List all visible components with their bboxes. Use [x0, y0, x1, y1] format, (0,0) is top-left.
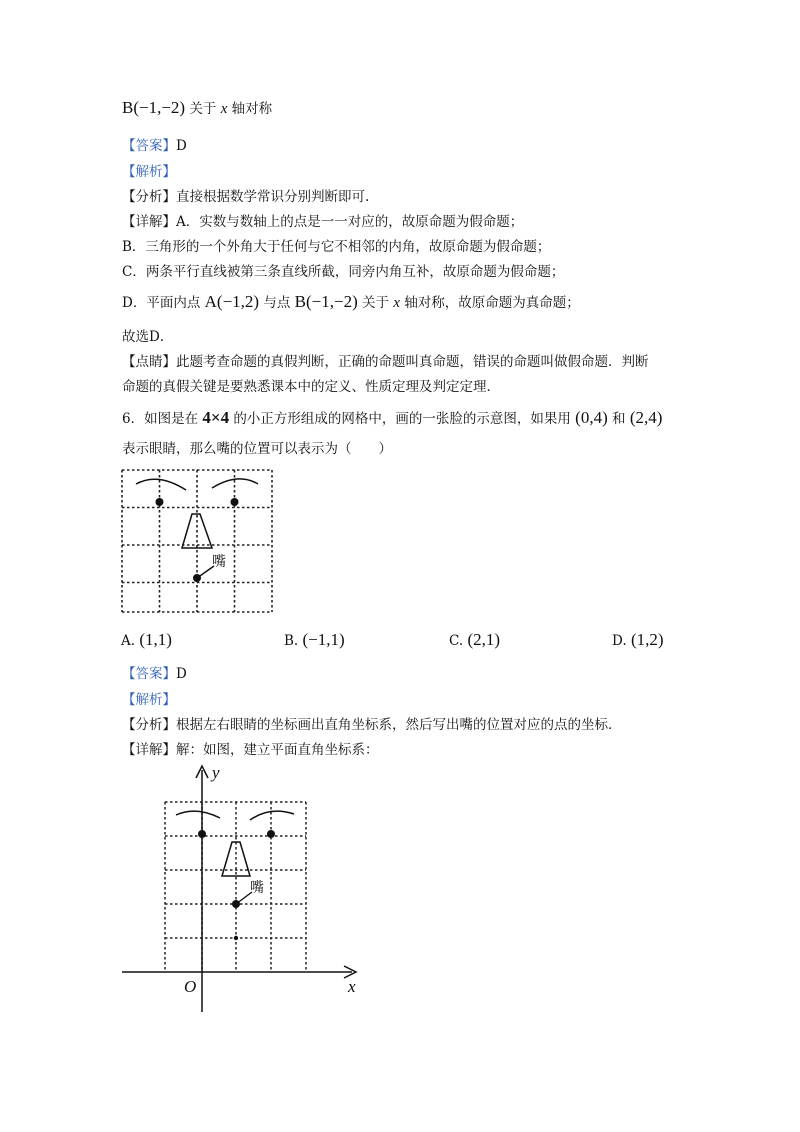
text-axis-symmetric: 轴对称 — [231, 101, 273, 117]
top-continuation-line — [122, 98, 272, 119]
line-d-mid: 与点 — [263, 295, 291, 311]
line-d-axis-variable: x — [393, 295, 401, 311]
q6-xiangjie-text: 解：如图，建立平面直角坐标系： — [176, 742, 379, 758]
q5-xiangjie-line — [122, 212, 523, 232]
fenxi-tag: 【分析】 — [122, 189, 176, 205]
line-d-prefix: D．平面内点 — [122, 295, 201, 311]
option-b — [284, 628, 345, 653]
eye-left-coordinate: (0,4) — [575, 408, 608, 427]
right-eye-dot — [231, 498, 239, 506]
point-b-expression-2: B(−1,−2) — [294, 292, 358, 311]
q5-choose: 故选D． — [122, 329, 174, 345]
origin-label: O — [184, 977, 197, 996]
q5-line-b: B．三角形的一个外角大于任何与它不相邻的内角，故原命题为假命题； — [122, 239, 551, 255]
axis-variable: x — [220, 101, 228, 117]
y-axis-label: y — [212, 763, 220, 782]
right-eyebrow-2 — [250, 811, 294, 820]
left-eye-dot-2 — [198, 830, 206, 838]
line-d-suffix: 轴对称，故原命题为真命题； — [404, 295, 580, 311]
answer-tag: 【答案】 — [122, 138, 176, 154]
dianjing-tag: 【点睛】 — [122, 354, 176, 370]
q6-answer-value: D — [176, 666, 187, 682]
q6-fenxi-tag: 【分析】 — [122, 717, 176, 733]
q6-analysis-tag: 【解析】 — [122, 692, 176, 708]
option-a-letter: A. — [121, 633, 136, 649]
q5-analysis-tag: 【解析】 — [122, 164, 176, 180]
dianjing-text-1: 此题考查命题的真假判断，正确的命题叫真命题，错误的命题叫做假命题．判断 — [176, 354, 649, 370]
line-d-about: 关于 — [362, 295, 390, 311]
dashed-grid-2 — [165, 802, 306, 972]
option-b-letter: B. — [284, 633, 299, 649]
q6-xiangjie-line — [122, 740, 379, 760]
point-a-expression: A(−1,2) — [204, 292, 260, 311]
face-grid-figure — [118, 466, 278, 616]
right-eye-dot-2 — [267, 830, 275, 838]
q6-stem-line-2: 表示眼睛，那么嘴的位置可以表示为（ ） — [122, 441, 392, 457]
option-a — [121, 628, 172, 653]
grid-size-expression: 4×4 — [202, 408, 230, 427]
small-dot — [234, 936, 238, 940]
xiangjie-tag: 【详解】 — [122, 214, 176, 230]
q6-fenxi-line — [122, 715, 622, 735]
mouth-label: 嘴 — [212, 554, 226, 570]
option-c-value: (2,1) — [467, 630, 501, 649]
answer-value: D — [176, 138, 187, 154]
q5-fenxi-line — [122, 187, 369, 207]
eye-right-coordinate: (2,4) — [629, 408, 663, 427]
q6-answer-line — [122, 664, 187, 684]
point-b-expression: B(−1,−2) — [122, 98, 186, 117]
xiangjie-a: A．实数与数轴上的点是一一对应的，故原命题为假命题； — [176, 214, 524, 230]
mouth-label-2: 嘴 — [250, 880, 264, 896]
option-b-value: (−1,1) — [302, 630, 345, 649]
fenxi-text: 直接根据数学常识分别判断即可. — [176, 189, 370, 205]
q6-stem-mid: 的小正方形组成的网格中，画的一张脸的示意图，如果用 — [233, 411, 571, 427]
left-eye-dot — [156, 498, 164, 506]
q5-dianjing-line-1 — [122, 352, 649, 372]
q5-line-c: C．两条平行直线被第三条直线所截，同旁内角互补，故原命题为假命题； — [122, 264, 565, 280]
option-d — [612, 628, 664, 653]
q5-line-d — [122, 292, 580, 313]
coordinate-face-figure — [118, 760, 368, 1020]
left-eyebrow — [136, 479, 186, 490]
q5-dianjing-line-2: 命题的真假关键是要熟悉课本中的定义、性质定理及判定定理． — [122, 379, 500, 395]
left-eyebrow-2 — [176, 811, 220, 818]
q6-stem-and: 和 — [612, 411, 626, 427]
q6-answer-tag: 【答案】 — [122, 666, 176, 682]
option-d-value: (1,2) — [630, 630, 664, 649]
option-c-letter: C. — [449, 633, 464, 649]
x-axis-label: x — [348, 977, 356, 996]
q6-stem-prefix: 6．如图是在 — [122, 411, 199, 427]
option-d-letter: D. — [612, 633, 627, 649]
q6-stem-line-1 — [122, 408, 662, 429]
option-a-value: (1,1) — [139, 630, 172, 649]
text-about: 关于 — [189, 101, 217, 117]
q5-answer-line — [122, 136, 187, 156]
dashed-grid — [122, 470, 272, 612]
q6-fenxi-text: 根据左右眼睛的坐标画出直角坐标系，然后写出嘴的位置对应的点的坐标． — [176, 717, 622, 733]
option-c — [449, 628, 500, 653]
q6-xiangjie-tag: 【详解】 — [122, 742, 176, 758]
